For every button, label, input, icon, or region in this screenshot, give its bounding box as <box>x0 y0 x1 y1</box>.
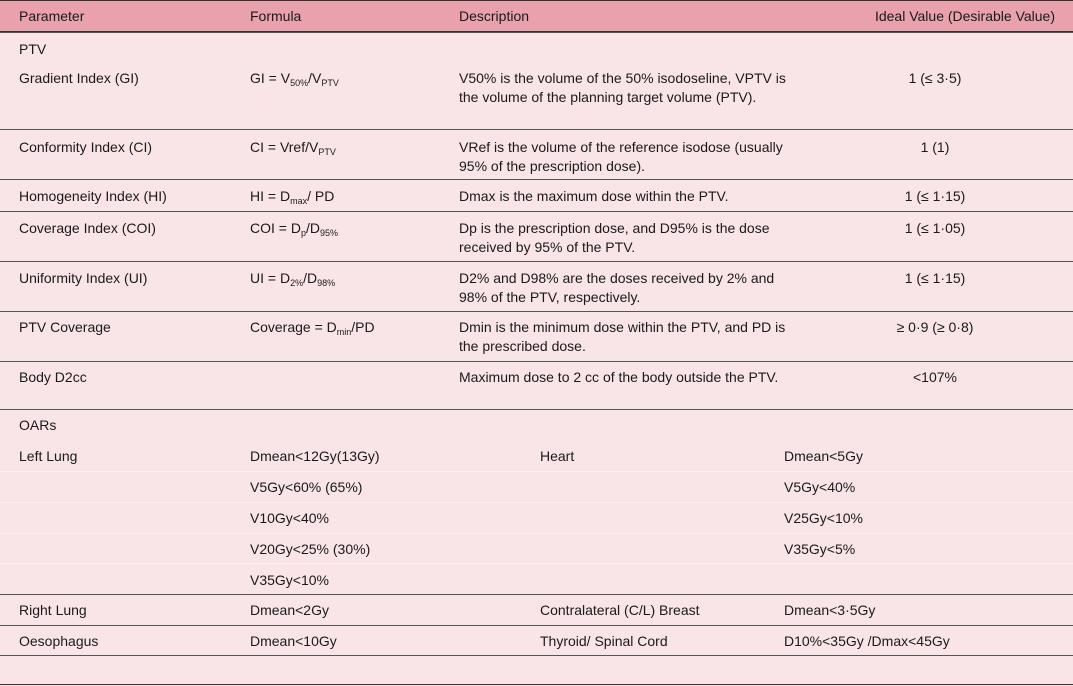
table-row-empty <box>0 655 1073 684</box>
header-formula: Formula <box>250 8 302 24</box>
formula-cell: Coverage = $D_{min}/PD$ <box>250 319 375 337</box>
table-row <box>0 211 1073 261</box>
table-row <box>0 594 1073 625</box>
constraint-cell: V10Gy<40% <box>250 510 329 526</box>
parameter-cell: Gradient Index (GI) <box>19 70 139 86</box>
parameter-cell: Uniformity Index (UI) <box>19 270 148 286</box>
description-cell: Dp is the prescription dose, and D95% is the dose received by 95% of the PTV. <box>459 220 770 255</box>
ideal-value-cell: 1 (1) <box>920 139 950 155</box>
constraint-cell: V5Gy<60% (65%) <box>250 479 363 495</box>
ideal-value-cell: 1 (≤ 1·05) <box>904 220 966 236</box>
table-row <box>0 129 1073 179</box>
description-cell: V50% is the volume of the 50% isodoseline, VPTV is the volume of the planning target volume (PTV). <box>459 70 786 105</box>
description-cell: Dmin is the minimum dose within the PTV, and PD is the prescribed dose. <box>459 319 786 354</box>
description-cell: Maximum dose to 2 cc of the body outside the PTV. <box>459 369 779 385</box>
constraint-cell: V5Gy<40% <box>784 479 856 495</box>
table-row <box>0 533 1073 563</box>
constraint-cell: V35Gy<10% <box>250 572 329 588</box>
table-row <box>0 471 1073 502</box>
formula-cell: CI = Vref/$V_{PTV}$ <box>250 139 336 157</box>
constraint-cell: Dmean<10Gy <box>250 633 337 649</box>
table-header <box>0 0 1073 32</box>
organ-cell: Heart <box>540 448 575 464</box>
table-row <box>0 502 1073 533</box>
constraint-cell: Dmean<2Gy <box>250 602 329 618</box>
parameter-cell: PTV Coverage <box>19 319 111 335</box>
constraint-cell: V20Gy<25% (30%) <box>250 541 371 557</box>
table-row <box>0 179 1073 211</box>
section-row-oars <box>0 409 1073 440</box>
header-description: Description <box>459 8 530 24</box>
table-row <box>0 361 1073 409</box>
constraint-cell: Dmean<5Gy <box>784 448 863 464</box>
table-row <box>0 63 1073 129</box>
table-row <box>0 440 1073 471</box>
constraint-cell: V25Gy<10% <box>784 510 863 526</box>
ideal-value-cell: ≥ 0·9 (≥ 0·8) <box>896 319 974 335</box>
section-label: PTV <box>19 41 47 57</box>
section-label: OARs <box>19 417 57 433</box>
organ-cell: Left Lung <box>19 448 78 464</box>
description-cell: D2% and D98% are the doses received by 2% and 98% of the PTV, respectively. <box>459 270 775 305</box>
ideal-value-cell: 1 (≤ 1·15) <box>904 188 966 204</box>
table-row <box>0 311 1073 361</box>
table-bottom-rule <box>0 684 1073 685</box>
parameter-cell: Coverage Index (COI) <box>19 220 156 236</box>
organ-cell: Oesophagus <box>19 633 99 649</box>
description-cell: Dmax is the maximum dose within the PTV. <box>459 188 729 204</box>
constraint-cell: V35Gy<5% <box>784 541 856 557</box>
ideal-value-cell: <107% <box>913 369 957 385</box>
organ-cell: Thyroid/ Spinal Cord <box>540 633 668 649</box>
header-ideal-value: Ideal Value (Desirable Value) <box>874 8 1055 24</box>
formula-cell: GI = $V_{50\%}/V_{PTV}$ <box>250 70 339 88</box>
table-row <box>0 625 1073 655</box>
formula-cell: UI = $D_{2\%}/D_{98\%}$ <box>250 270 336 288</box>
formula-cell: COI = $D_p/D_{95\%}$ <box>250 220 338 238</box>
table-row <box>0 563 1073 594</box>
parameter-cell: Homogeneity Index (HI) <box>19 188 167 204</box>
constraint-cell: Dmean<3·5Gy <box>784 602 876 618</box>
constraint-cell: Dmean<12Gy(13Gy) <box>250 448 380 464</box>
organ-cell: Contralateral (C/L) Breast <box>540 602 700 618</box>
table-row <box>0 261 1073 311</box>
parameter-cell: Body D2cc <box>19 369 87 385</box>
description-cell: VRef is the volume of the reference isodose (usually 95% of the prescription dose). <box>459 139 783 174</box>
ideal-value-cell: 1 (≤ 1·15) <box>904 270 966 286</box>
formula-cell: HI = $D_{max}/$ PD <box>250 188 335 206</box>
section-row-ptv <box>0 32 1073 64</box>
parameter-cell: Conformity Index (CI) <box>19 139 153 155</box>
constraint-cell: D10%<35Gy /Dmax<45Gy <box>784 633 950 649</box>
organ-cell: Right Lung <box>19 602 87 618</box>
ideal-value-cell: 1 (≤ 3·5) <box>908 70 962 86</box>
header-parameter: Parameter <box>19 8 85 24</box>
